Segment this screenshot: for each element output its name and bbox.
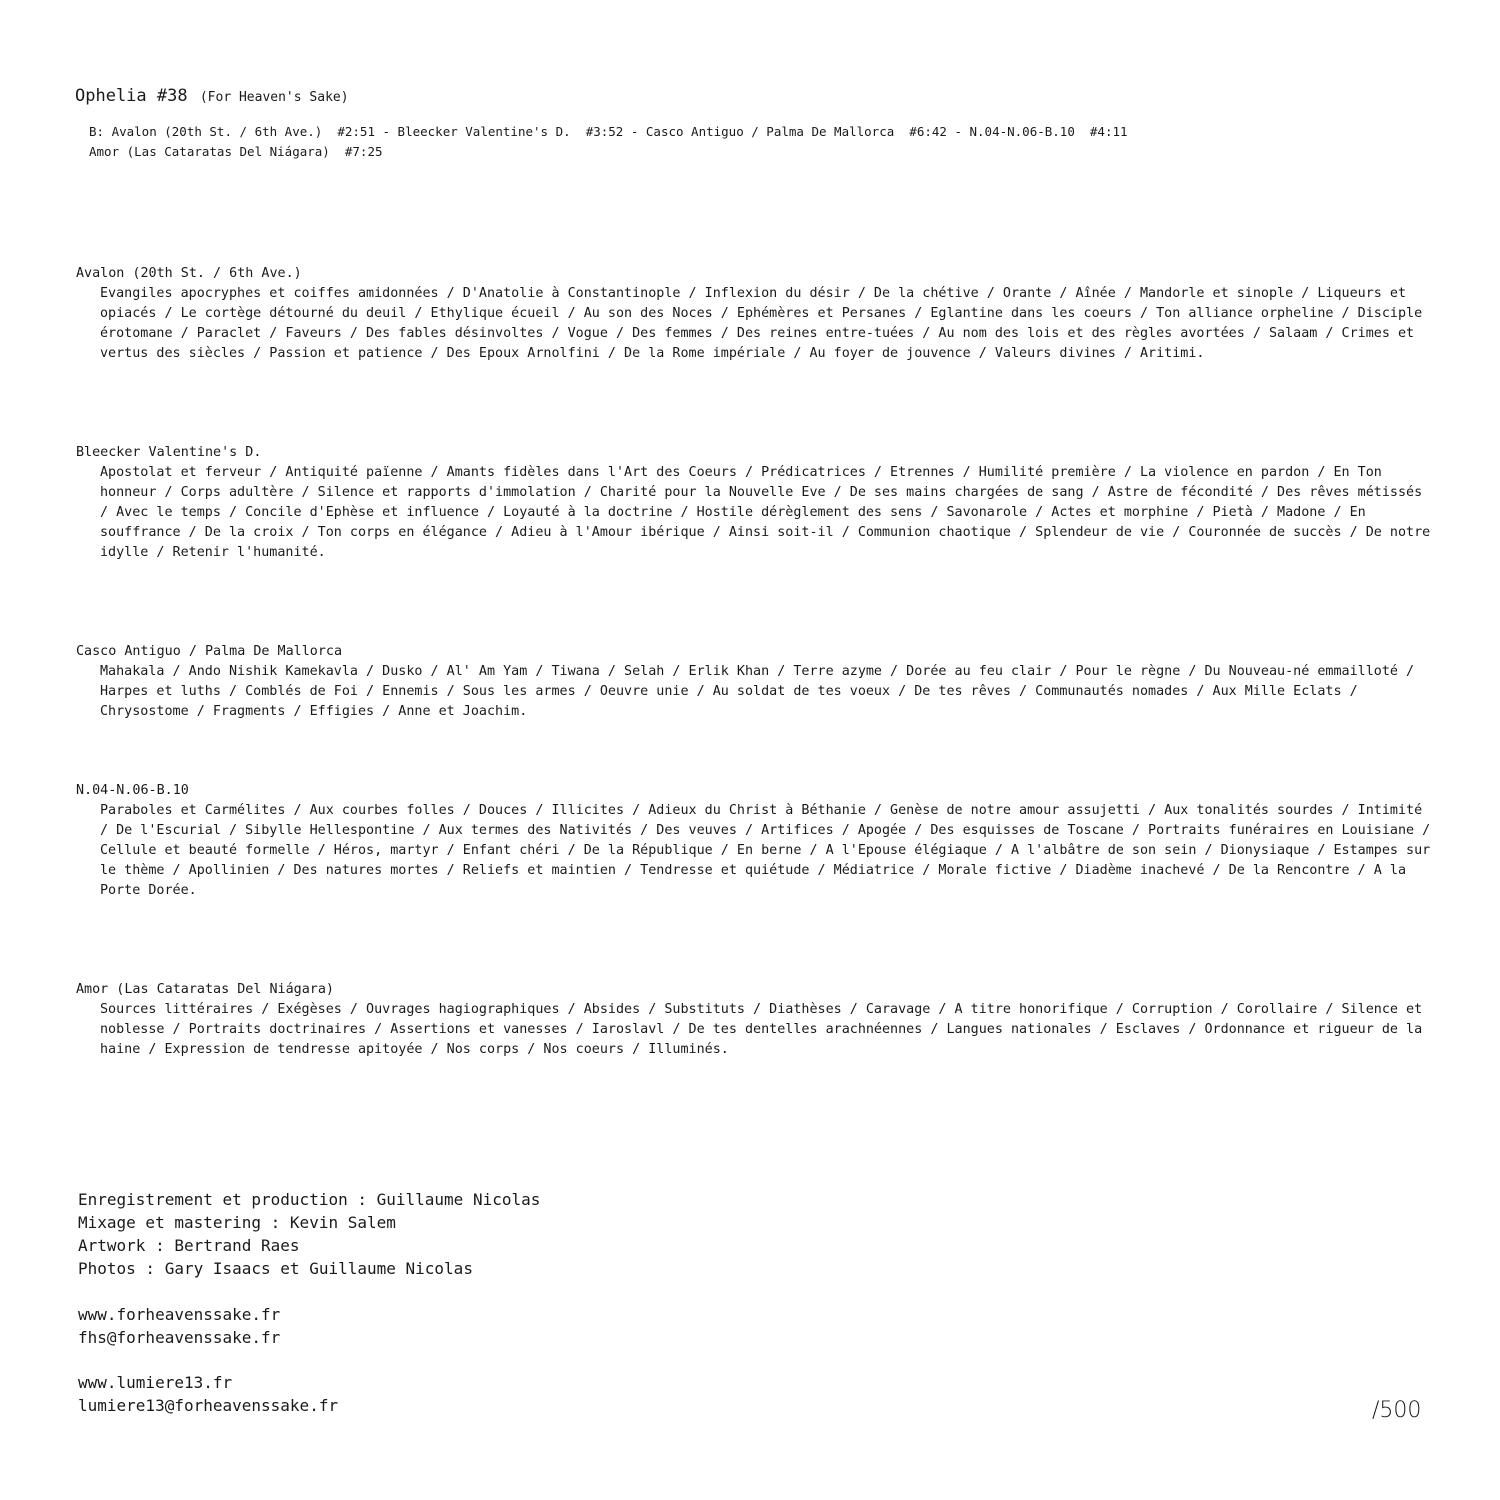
lumiere-website-link[interactable]: www.lumiere13.fr	[78, 1373, 233, 1392]
fhs-website-link[interactable]: www.forheavenssake.fr	[78, 1305, 281, 1324]
credit-line: Enregistrement et production : Guillaume Nicolas	[78, 1190, 541, 1209]
fhs-contacts	[78, 1303, 280, 1349]
credit-line: Artwork : Bertrand Raes	[78, 1236, 300, 1255]
track-description: Mahakala / Ando Nishik Kamekavla / Dusko / Al' Am Yam / Tiwana / Selah / Erlik Khan / Terre azyme / Dorée au feu clair / Pour le règne / Du Nouveau-né emmailloté / Harpes et luths / Comblés de Foi / Ennemis / Sous les armes / Oeuvre unie / Au soldat de tes voeux / De tes rêves / Communautés nomades / Aux Mille Eclats / Chrysostome / Fragments / Effigies / Anne et Joachim.	[100, 664, 1415, 719]
label-name: (For Heaven's Sake)	[199, 90, 349, 105]
track-title: N.04-N.06-B.10	[76, 783, 189, 798]
credit-line: Photos : Gary Isaacs et Guillaume Nicolas	[78, 1259, 473, 1278]
title-text: Ophelia #38	[75, 86, 188, 106]
track-description: Evangiles apocryphes et coiffes amidonnées / D'Anatolie à Constantinople / Inflexion du désir / De la chétive / Orante / Aînée / Mandorle et sinople / Liqueurs et opiacés / Le cortège détourné du deuil / Ethylique écueil / Au son des Noces / Ephémères et Persanes / Eglantine dans les coeurs / Ton alliance orpheline / Disciple érotomane / Paraclet / Faveurs / Des fables désinvoltes / Vogue / Des femmes / Des reines entre-tuées / Au nom des lois et des règles avortées / Salaam / Crimes et vertus des siècles / Passion et patience / Des Epoux Arnolfini / De la Rome impériale / Au foyer de jouvence / Valeurs divines / Aritimi.	[100, 286, 1423, 361]
track-section	[76, 781, 1436, 901]
lumiere-email-link[interactable]: lumiere13@forheavenssake.fr	[78, 1396, 339, 1415]
release-title	[75, 86, 349, 106]
lumiere-contacts	[78, 1371, 338, 1417]
track-section	[76, 980, 1436, 1060]
track-title: Casco Antiguo / Palma De Mallorca	[76, 644, 343, 659]
track-section	[76, 443, 1436, 563]
track-section	[76, 642, 1436, 722]
credit-line: Mixage et mastering : Kevin Salem	[78, 1213, 396, 1232]
tracklist	[89, 122, 1128, 162]
track-description: Apostolat et ferveur / Antiquité païenne / Amants fidèles dans l'Art des Coeurs / Prédicatrices / Etrennes / Humilité première / La violence en pardon / En Ton honneur / Corps adultère / Silence et rapports d'immolation / Charité pour la Nouvelle Eve / De ses mains chargées de sang / Astre de fécondité / Des rêves métissés / Avec le temps / Concile d'Ephèse et influence / Loyauté à la doctrine / Hostile dérèglement des sens / Savonarole / Actes et morphine / Pietà / Madone / En souffrance / De la croix / Ton corps en élégance / Adieu à l'Amour ibérique / Ainsi soit-il / Communion chaotique / Splendeur de vie / Couronnée de succès / De notre idylle / Retenir l'humanité.	[100, 465, 1431, 560]
track-title: Bleecker Valentine's D.	[76, 445, 262, 460]
fhs-email-link[interactable]: fhs@forheavenssake.fr	[78, 1328, 281, 1347]
tracklist-line: Amor (Las Cataratas Del Niágara) #7:25	[89, 144, 383, 159]
track-section	[76, 264, 1436, 364]
track-title: Amor (Las Cataratas Del Niágara)	[76, 982, 334, 997]
edition-count: /500	[1372, 1398, 1422, 1423]
track-title: Avalon (20th St. / 6th Ave.)	[76, 266, 302, 281]
track-description: Paraboles et Carmélites / Aux courbes folles / Douces / Illicites / Adieux du Christ à Béthanie / Genèse de notre amour assujetti / Aux tonalités sourdes / Intimité / De l'Escurial / Sibylle Hellespontine / Aux termes des Nativités / Des veuves / Artifices / Apogée / Des esquisses de Toscane / Portraits funéraires en Louisiane / Cellule et beauté formelle / Héros, martyr / Enfant chéri / De la République / En berne / A l'Epouse élégiaque / A l'albâtre de son sein / Dionysiaque / Estampes sur le thème / Apollinien / Des natures mortes / Reliefs et maintien / Tendresse et quiétude / Médiatrice / Morale fictive / Diadème inachevé / De la Rencontre / A la Porte Dorée.	[100, 803, 1431, 898]
credits	[78, 1188, 540, 1280]
tracklist-line: B: Avalon (20th St. / 6th Ave.) #2:51 - Bleecker Valentine's D. #3:52 - Casco Antiguo / Palma De Mallorca #6:42 - N.04-N.06-B.10 #4:11	[89, 124, 1128, 139]
track-description: Sources littéraires / Exégèses / Ouvrages hagiographiques / Absides / Substituts / Diathèses / Caravage / A titre honorifique / Corruption / Corollaire / Silence et noblesse / Portraits doctrinaires / Assertions et vanesses / Iaroslavl / De tes dentelles arachnéennes / Langues nationales / Esclaves / Ordonnance et rigueur de la haine / Expression de tendresse apitoyée / Nos corps / Nos coeurs / Illuminés.	[100, 1002, 1423, 1057]
